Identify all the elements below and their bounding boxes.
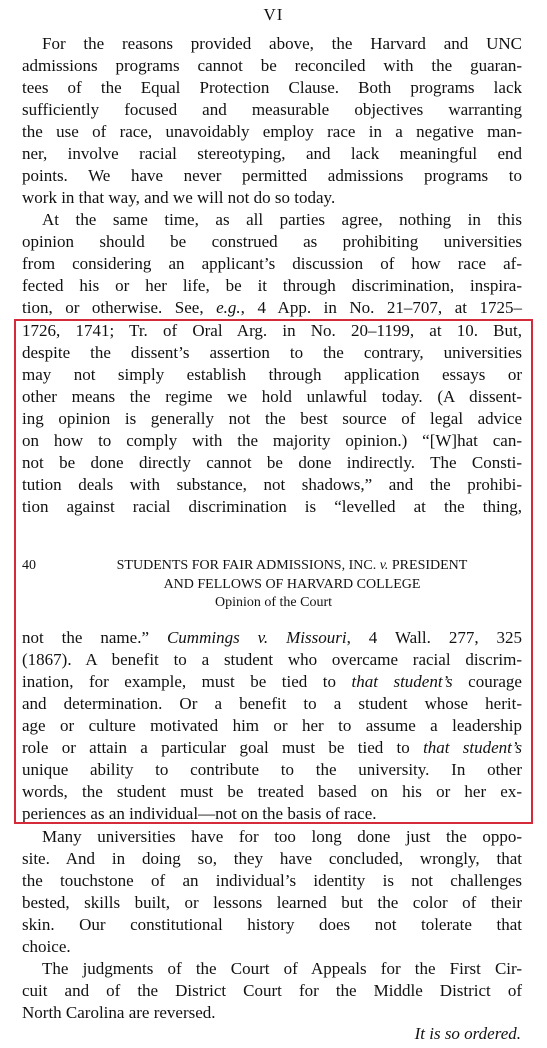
text-line: not be done directly cannot be done indirectly. The Consti- [22, 453, 522, 472]
text-line: skin. Our constitutional history does not tolerate that [22, 915, 522, 934]
text-line: other means the regime we hold unlawful today. (A dissent- [22, 387, 522, 406]
text-line: points. We have never permitted admissions programs to [22, 166, 522, 185]
text-line: work in that way, and we will not do so today. [22, 188, 336, 207]
text-line: and determination. Or a benefit to a student whose herit- [22, 694, 522, 713]
text-line: choice. [22, 937, 71, 956]
text-line: ination, for example, must be tied to that student’s courage [22, 672, 522, 691]
text-line: may not simply establish through application essays or [22, 365, 522, 384]
text-line: The judgments of the Court of Appeals for the First Cir- [42, 959, 522, 978]
page-number: 40 [22, 558, 36, 573]
text-line: periences as an individual—not on the basis of race. [22, 804, 377, 823]
text-line: admissions programs cannot be reconciled with the guaran- [22, 56, 522, 75]
running-head-line: AND FELLOWS OF HARVARD COLLEGE [163, 577, 421, 592]
opinion-label: Opinion of the Court [214, 595, 333, 610]
text-line: unique ability to contribute to the university. In other [22, 760, 522, 779]
text-line: not the name.” Cummings v. Missouri, 4 Wall. 277, 325 [22, 628, 523, 647]
text-line: fected his or her life, be it through discrimination, inspira- [22, 276, 522, 295]
text-line: (1867). A benefit to a student who overcame racial discrim- [22, 650, 522, 669]
text-line: For the reasons provided above, the Harvard and UNC [42, 34, 522, 53]
running-head-title [62, 556, 522, 594]
text-line: words, the student must be treated based on his or her ex- [22, 782, 522, 801]
text-line: Many universities have for too long done just the oppo- [42, 827, 522, 846]
text-line: age or culture motivated him or her to assume a leadership [22, 716, 522, 735]
text-line: ner, involve racial stereotyping, and lack meaningful end [22, 144, 522, 163]
text-line: the touchstone of an individual’s identity is not challenges [22, 871, 522, 890]
closing-order: It is so ordered. [414, 1024, 521, 1043]
text-line: on how to comply with the majority opinion.) “[W]hat can- [22, 431, 522, 450]
text-line: tees of the Equal Protection Clause. Both programs lack [22, 78, 522, 97]
running-head-line: STUDENTS FOR FAIR ADMISSIONS, INC. v. PRESIDENT [116, 558, 468, 573]
text-line: At the same time, as all parties agree, nothing in this [42, 210, 522, 229]
text-line: opinion should be construed as prohibiting universities [22, 232, 522, 251]
text-line: cuit and of the District Court for the Middle District of [22, 981, 522, 1000]
text-line: North Carolina are reversed. [22, 1003, 216, 1022]
text-line: site. And in doing so, they have concluded, wrongly, that [22, 849, 522, 868]
text-line: despite the dissent’s assertion to the contrary, universities [22, 343, 522, 362]
text-line: from considering an applicant’s discussion of how race af- [22, 254, 522, 273]
text-line: tution deals with substance, not shadows,” and the prohibi- [22, 475, 522, 494]
text-line: tion against racial discrimination is “levelled at the thing, [22, 497, 522, 516]
text-line: bested, skills built, or lessons learned but the color of their [22, 893, 522, 912]
text-line: role or attain a particular goal must be tied to that student’s [22, 738, 522, 757]
text-line: ing opinion is generally not the best source of legal advice [22, 409, 522, 428]
text-line: 1726, 1741; Tr. of Oral Arg. in No. 20–1199, at 10. But, [22, 321, 522, 340]
text-line: tion, or otherwise. See, e.g., 4 App. in No. 21–707, at 1725– [22, 298, 522, 317]
section-heading: VI [263, 5, 284, 24]
text-line: sufficiently focused and measurable objectives warranting [22, 100, 522, 119]
text-line: the use of race, unavoidably employ race in a negative man- [22, 122, 522, 141]
